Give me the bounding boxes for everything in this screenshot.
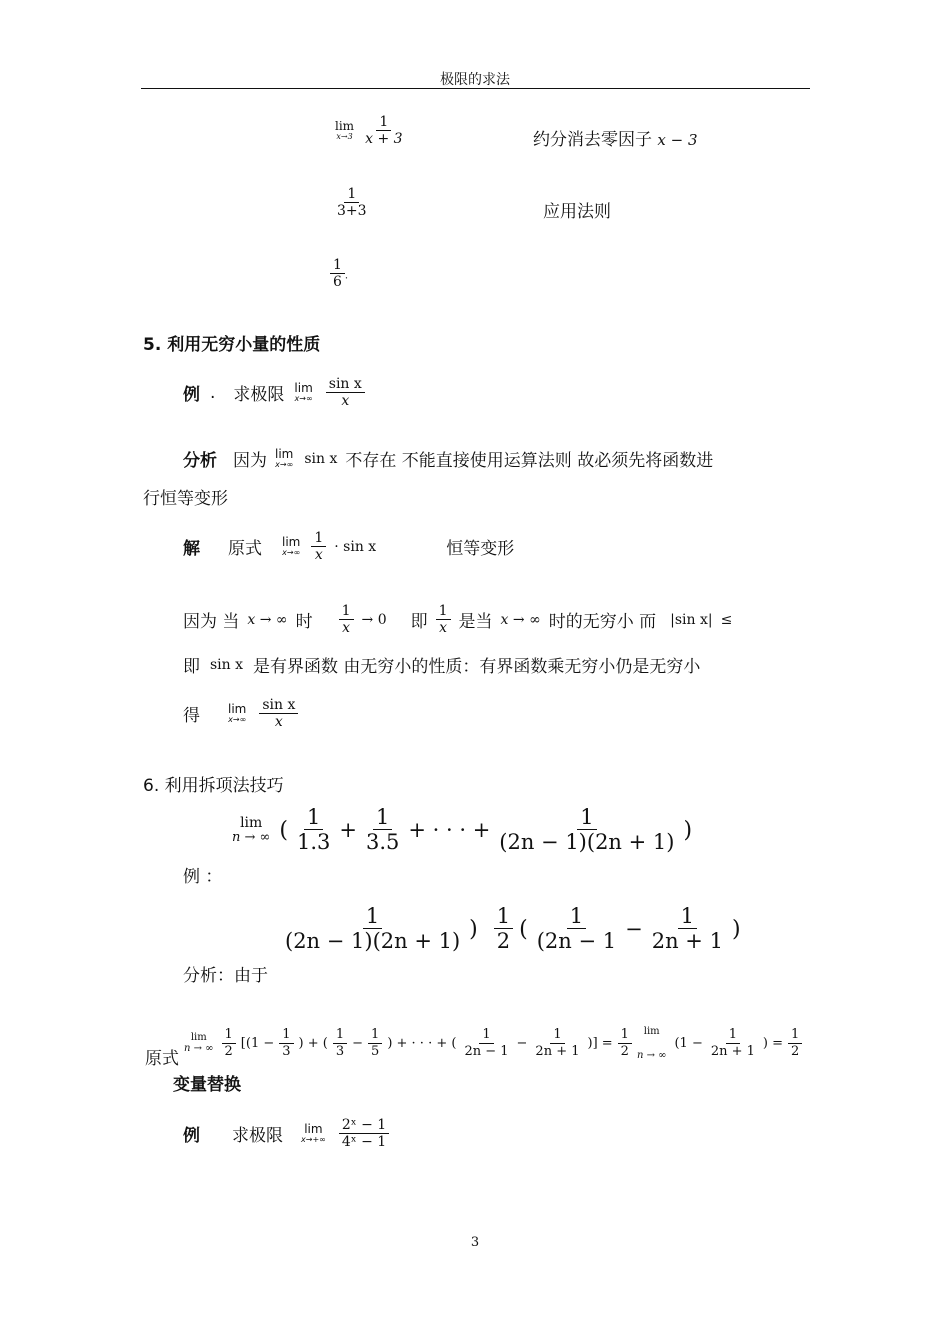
section-heading-5: 5. 利用无穷小量的性质: [143, 335, 321, 355]
page-number: 3: [470, 1235, 480, 1250]
result-5: 得 lim x→∞ $\frac{\text{sin x}}{x}$: [183, 697, 298, 731]
example-6-label: 例 ：: [183, 867, 223, 887]
analysis-5-line2: 行恒等变形: [143, 489, 228, 509]
example-6-formula: lim n → ∞ ( $\frac{1}{1.3}$ + $\frac{1}{3.5}$ + · · · + $\frac{1}{(2n - 1)(2n + 1)}$ ): [232, 805, 693, 855]
solution-5: 解 原式 lim x→∞ $\frac{1}{x}$ · sin x 恒等变形: [183, 530, 515, 564]
example-5: 例 . 求极限 lim x→∞ $\frac{\text{sin x}}{x}$: [183, 376, 365, 410]
formula-limit-x-to-3: [335, 114, 406, 148]
formula-apply-rule: $\frac{1}{3+3}$: [337, 186, 367, 220]
analysis-6-label: 分析：由于: [183, 966, 268, 986]
original-6-formula: 原式 lim n → ∞ $\frac{1}{2}$ [(1 − $\frac{1}{3}$ ) + ( $\frac{1}{3}$ − $\frac{1}{5}$ ) + · · · + ( $\frac{1}{2n - 1}$ − $\frac{1}{2n + 1}$ )] = $\frac{1}{2}$ lim n → ∞ (1 − $\frac{1}{2n + 1}$ ) = $\frac{1}{2}$: [145, 1018, 802, 1069]
header-rule: [141, 88, 810, 89]
reason-5: 因为 当 x → ∞ 时 $\frac{1}{x}$ → 0 即 $\frac{1}{x}$ 是当 x → ∞ 时的无穷小 而 |sin x| ≤: [183, 603, 733, 637]
section-heading-variable-substitution: 变量替换: [173, 1075, 241, 1095]
page-header-title: 极限的求法: [440, 72, 510, 88]
step-note: 约分消去零因子 x − 3: [533, 130, 698, 150]
analysis-6-formula: $\frac{1}{(2n - 1)(2n + 1)}$ ) $\frac{1}{2}$ ( $\frac{1}{(2n - 1}$ − $\frac{1}{2n + 1}$ ): [285, 904, 741, 954]
fraction: $\frac{1}{x + 3}$: [365, 114, 403, 148]
analysis-5: 分析 因为 lim x→∞ sin x 不存在 不能直接使用运算法则 故必须先将函数进: [183, 447, 714, 471]
formula-result-sixth: $\frac{1}{6}$ .: [330, 257, 348, 291]
section-heading-6: 6. 利用拆项法技巧: [143, 776, 284, 796]
step-note-apply: 应用法则: [543, 202, 611, 222]
reason-5-b: 即 sin x 是有界函数 由无穷小的性质：有界函数乘无穷小仍是无穷小: [183, 656, 701, 677]
example-7: 例 求极限 lim x→+∞ $\frac{\text{2ˣ − 1}}{\text{4ˣ − 1}}$: [183, 1117, 389, 1151]
lim-operator: lim x→3: [335, 119, 355, 142]
